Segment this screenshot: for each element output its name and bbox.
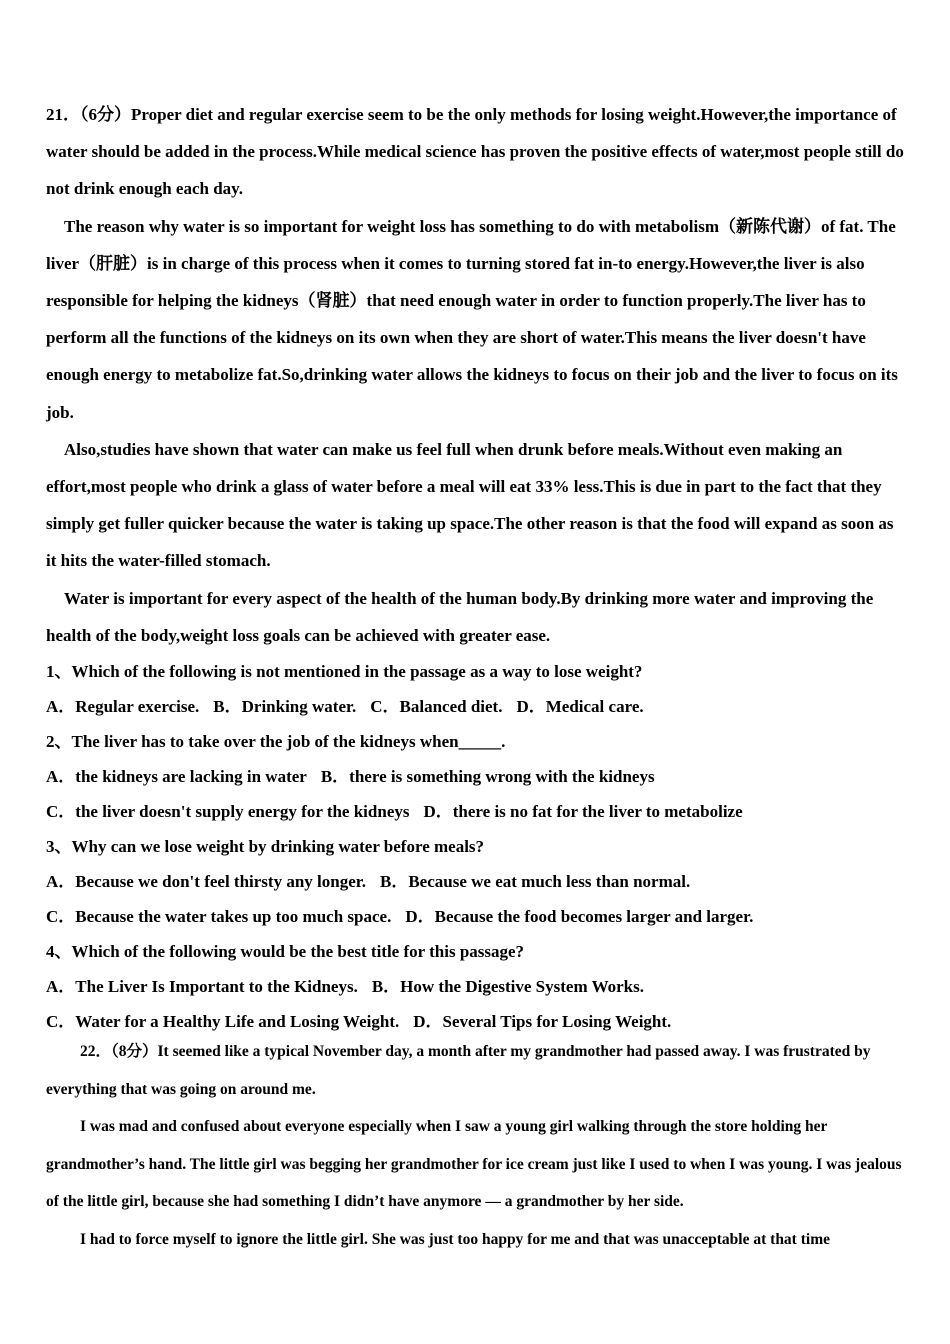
question-3-options-row-2 bbox=[46, 899, 906, 934]
q21-paragraph-1: 21．（6分）Proper diet and regular exercise seem to be the only methods for losing weight.However,the importance of water should be added in the process.While medical science has proven the positive effects of water,most people still do not drink enough each day. bbox=[46, 105, 904, 199]
option-1a: A．Regular exercise. bbox=[46, 697, 200, 717]
option-4b: B．How the Digestive System Works. bbox=[371, 977, 644, 997]
option-3a: A．Because we don't feel thirsty any longer. bbox=[46, 872, 366, 892]
option-2d: D．there is no fat for the liver to metabolize bbox=[423, 802, 743, 822]
q21-paragraph-2: The reason why water is so important for weight loss has something to do with metabolism（新陈代谢）of fat. The liver（肝脏）is in charge of this process when it comes to turning stored fat in-to energy.However,the liver is also responsible for helping the kidneys（肾脏）that need enough water in order to function properly.The liver has to perform all the functions of the kidneys on its own when they are short of water.This means the liver doesn't have enough energy to metabolize fat.So,drinking water allows the kidneys to focus on their job and the liver to focus on its job. bbox=[46, 216, 898, 422]
option-2a: A．the kidneys are lacking in water bbox=[46, 767, 307, 787]
question-4-stem: 4、Which of the following would be the best title for this passage? bbox=[46, 942, 525, 962]
q22-paragraph-3: I had to force myself to ignore the little girl. She was just too happy for me and that was unacceptable at that time bbox=[80, 1230, 830, 1248]
q22-paragraph-2: I was mad and confused about everyone especially when I saw a young girl walking through the store holding her grandmother’s hand. The little girl was begging her grandmother for ice cream just like I used to when I was young. I was jealous of the little girl, because she had something I didn’t have anymore — a grandmother by her side. bbox=[46, 1118, 902, 1211]
option-4c: C．Water for a Healthy Life and Losing Weight. bbox=[46, 1012, 400, 1032]
option-1d: D．Medical care. bbox=[516, 697, 644, 717]
question-1-stem: 1、Which of the following is not mentioned in the passage as a way to lose weight? bbox=[46, 662, 643, 682]
q21-paragraph-4: Water is important for every aspect of the health of the human body.By drinking more water and improving the health of the body,weight loss goals can be achieved with greater ease. bbox=[46, 588, 874, 645]
question-4-options-row-1 bbox=[46, 969, 906, 1004]
q21-number: 21．（6分） bbox=[46, 105, 131, 124]
document-page bbox=[46, 96, 906, 1258]
q21-paragraph-3: Also,studies have shown that water can make us feel full when drunk before meals.Without even making an effort,most people who drink a glass of water before a meal will eat 33% less.This is due in part to the fact that they simply get fuller quicker because the water is taking up space.The other reason is that the food will expand as soon as it hits the water-filled stomach. bbox=[46, 439, 894, 571]
question-2-stem: 2、The liver has to take over the job of the kidneys when_____. bbox=[46, 732, 506, 752]
option-3c: C．Because the water takes up too much space. bbox=[46, 907, 392, 927]
option-2c: C．the liver doesn't supply energy for the kidneys bbox=[46, 802, 410, 822]
option-3d: D．Because the food becomes larger and larger. bbox=[405, 907, 754, 927]
q22-paragraph-1: 22．（8分）It seemed like a typical November day, a month after my grandmother had passed away. I was frustrated by everything that was going on around me. bbox=[46, 1043, 871, 1098]
question-3-stem: 3、Why can we lose weight by drinking water before meals? bbox=[46, 837, 485, 857]
option-1b: B．Drinking water. bbox=[213, 697, 357, 717]
option-3b: B．Because we eat much less than normal. bbox=[380, 872, 691, 892]
q22-number: 22．（8分） bbox=[80, 1043, 158, 1061]
question-2-options-row-1 bbox=[46, 759, 906, 794]
option-4a: A．The Liver Is Important to the Kidneys. bbox=[46, 977, 358, 997]
question-3-options-row-1 bbox=[46, 864, 906, 899]
question-1-options bbox=[46, 689, 906, 724]
option-4d: D．Several Tips for Losing Weight. bbox=[413, 1012, 672, 1032]
option-1c: C．Balanced diet. bbox=[370, 697, 503, 717]
question-2-options-row-2 bbox=[46, 794, 906, 829]
option-2b: B．there is something wrong with the kidneys bbox=[320, 767, 655, 787]
